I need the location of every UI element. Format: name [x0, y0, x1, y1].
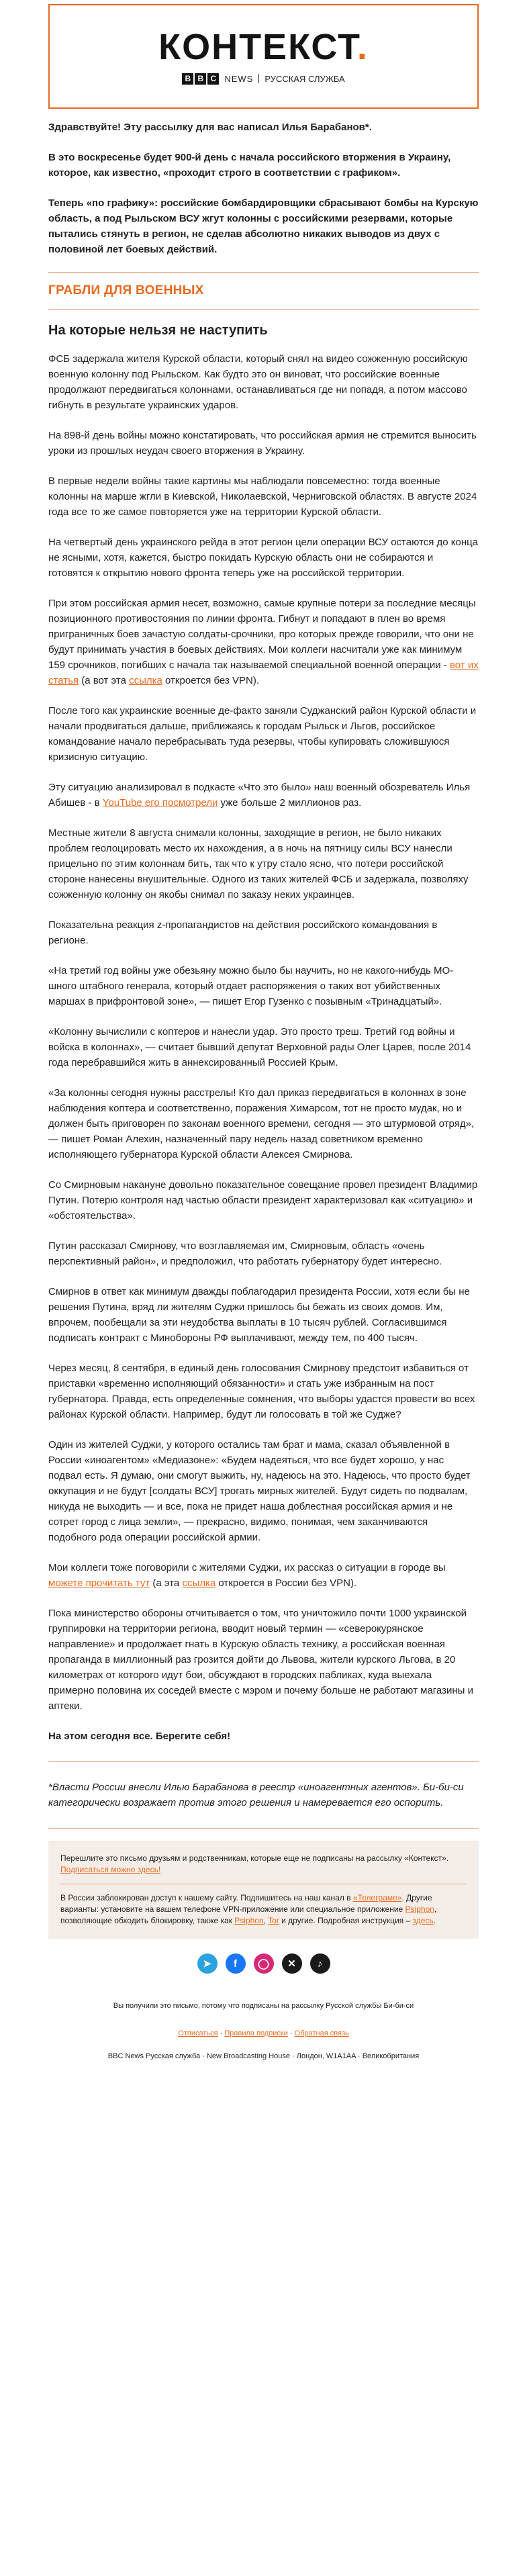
bbc-subbrand [182, 73, 344, 85]
intro-paragraph: В это воскресенье будет 900-й день с начала российского вторжения в Украину, которое, как известно, «проходит строго в соответствии с графиком». [48, 152, 451, 179]
forward-note [60, 1853, 467, 1876]
text-span: (а эта [150, 1577, 183, 1589]
quote-paragraph: «За колонны сегодня нужны расстрелы! Кто дал приказ передвигаться в колоннах в зоне наблюдения коптера и соответственно, поражения Химарсом, тот не просто мудак, но и должен быть приговорен по законам военного времени, сегодня — это штурмовой отряд», — пишет Роман Алехин, назначенный пару недель назад советником временно исполняющего губернатора Курской области Алексея Смирнова. [48, 1087, 475, 1160]
text-span: Эту ситуацию анализировал в подкасте «Что это было» наш военный обозреватель Илья Абишев - в [48, 782, 471, 809]
feedback-link[interactable]: Обратная связь [294, 2029, 349, 2037]
bbc-letter: B [195, 73, 206, 85]
body-paragraph: Через месяц, 8 сентября, в единый день голосования Смирнову предстоит избавиться от приставки «временно исполняющий обязанности» и стать уже избранным на пост губернатора. Правда, есть определенные сомнения, что выборы удастся провести во всех районах Курской области. Например, будут ли голосовать в той же Судже? [48, 1363, 475, 1420]
text-span: Перешлите это письмо друзьям и родственникам, которые еще не подписаны на рассылку «Контекст». [60, 1853, 449, 1863]
tiktok-icon[interactable]: ♪ [310, 1953, 330, 1974]
divider [258, 74, 259, 83]
telegram-link[interactable]: «Телеграме» [352, 1893, 402, 1902]
text-span: . Другие варианты: установите на вашем телефоне VPN-приложение или специальное приложение [60, 1893, 432, 1914]
kontekst-logo[interactable] [158, 26, 369, 67]
instagram-icon[interactable]: ◯ [254, 1953, 274, 1974]
newsletter-header [48, 4, 479, 109]
news-label: NEWS [224, 73, 254, 84]
tor-link[interactable]: Tor [268, 1916, 279, 1925]
body-paragraph: ФСБ задержала жителя Курской области, который снял на видео сожженную российскую военную колонну под Рыльском. Как будто это он виноват, что российские военные продолжают передвигаться колоннами, останавливаться где ни попадя, а потом массово гибнуть в результате украинских ударов. [48, 353, 468, 411]
section-label: ГРАБЛИ ДЛЯ ВОЕННЫХ [48, 283, 204, 297]
mirror-link[interactable]: ссылка [129, 675, 162, 686]
body-paragraph: На 898-й день войны можно констатировать, что российская армия не стремится выносить уроки из прошлых неудач своего вторжения в Украину. [48, 430, 477, 457]
article-link[interactable]: вот их статья [48, 659, 479, 686]
youtube-link[interactable]: YouTube его посмотрели [102, 797, 218, 809]
text-span: откроется в России без VPN). [215, 1577, 357, 1589]
text-span: Мои коллеги тоже поговорили с жителями Суджи, их рассказ о ситуации в городе вы [48, 1562, 446, 1573]
quote-paragraph: «На третий год войны уже обезьяну можно было бы научить, но не какого-нибудь МО-шного штабного генерала, который отдает распоряжения о таких вот убийственных маршах в прифронтовой зоне», — пишет Егор Гузенко с позывным «Тринадцатый». [48, 965, 454, 1007]
bbc-letter: B [182, 73, 193, 85]
body-paragraph: Смирнов в ответ как минимум дважды поблагодарил президента России, хотя если бы не решения Путина, вряд ли жителям Суджи пришлось бы бежать из своих домов. Им, впрочем, пообещали за эти неудобства выплаты в 10 тысяч рублей. Согласившимся подписать контракт с Минобороны РФ выплачивают, между тем, по 400 тысяч. [48, 1286, 470, 1344]
x-icon[interactable]: ✕ [282, 1953, 302, 1974]
text-span: откроется без VPN). [162, 675, 259, 686]
mirror-link[interactable]: ссылка [182, 1577, 216, 1589]
access-note [60, 1892, 467, 1927]
psiphon-link[interactable]: Psiphon [234, 1916, 264, 1925]
subscribe-link[interactable]: Подписаться можно здесь! [60, 1865, 161, 1874]
foreign-agent-footnote: *Власти России внесли Илью Барабанова в реестр «иноагентных агентов». Би-би-си категорически возражает против этого решения и намеревается его оспорить. [48, 1782, 464, 1808]
facebook-icon[interactable]: f [226, 1953, 246, 1974]
article-link[interactable]: можете прочитать тут [48, 1577, 150, 1589]
bbc-logo [182, 73, 219, 85]
body-paragraph: Путин рассказал Смирнову, что возглавляемая им, Смирновым, область «очень перспективный район», и предположил, что работать губернатору будет интересно. [48, 1240, 442, 1267]
info-box [48, 1841, 479, 1939]
service-label: РУССКАЯ СЛУЖБА [265, 73, 345, 84]
body-paragraph: На четвертый день украинского рейда в этот регион цели операции ВСУ остаются до конца не ясными, хотя, кажется, быстро покидать Курскую область они не собираются и готовятся к открытию нового фронта теперь уже на российской территории. [48, 537, 479, 579]
closing-line: На этом сегодня все. Берегите себя! [48, 1731, 231, 1742]
rules-link[interactable]: Правила подписки [224, 2029, 288, 2037]
footer-links: Отписаться · Правила подписки · Обратная связь [178, 2029, 349, 2037]
logo-dot: . [356, 26, 369, 67]
body-paragraph [48, 596, 479, 688]
social-links [48, 1953, 479, 1974]
body-paragraph: После того как украинские военные де-факто заняли Суджанский район Курской области и начали продвигаться дальше, приближаясь к городам Рыльск и Льгов, российское командование начало перебрасывать туда резервы, чтобы купировать сложившуюся кризисную ситуацию. [48, 705, 477, 763]
text-span: При этом российская армия несет, возможно, самые крупные потери за последние месяцы позиционного противостояния по линии фронта. Гибнут и попадают в плен во время приграничных боев зачастую солдаты-срочники, про которых прежде говорили, что они не будут принимать участия в боевых действиях. Мои коллеги насчитали уже как минимум 159 срочников, погибших с начала так называемой специальной военной операции - [48, 598, 476, 671]
intro-paragraph: Теперь «по графику»: российские бомбардировщики сбрасывают бомбы на Курскую область, а под Рыльском ВСУ жгут колонны с российскими резервами, которые пытались стянуть в регион, не сделав абсолютно никаких выводов из двух с половиной лет боевых действий. [48, 197, 479, 255]
psiphon-link[interactable]: Psiphon [405, 1904, 434, 1914]
subscription-reason: Вы получили это письмо, потому что подписаны на рассылку Русской службы Би-би-си [113, 2002, 414, 2010]
text-span: , [263, 1916, 269, 1925]
bbc-letter: C [207, 73, 219, 85]
instructions-link[interactable]: здесь [412, 1916, 434, 1925]
postal-address: BBC News Русская служба · New Broadcasting House · Лондон, W1A1AA · Великобритания [107, 2052, 420, 2060]
body-paragraph: Местные жители 8 августа снимали колонны, заходящие в регион, не было никаких проблем геолоцировать место их нахождения, а в ночь на пятницу силы ВСУ нанесли прицельно по этим колоннам бить, так что к утру стало ясно, что потери российской стороне нанесены внушительные. Одного из таких жителей ФСБ и задержала, позволяху сожженную колонну он якобы снимал по заказу неких украинцев. [48, 827, 469, 901]
text-span: уже больше 2 миллионов раз. [218, 797, 362, 809]
telegram-icon[interactable]: ➤ [197, 1953, 218, 1974]
greeting: Здравствуйте! Эту рассылку для вас написал Илья Барабанов*. [48, 122, 372, 133]
text-span: и другие. Подробная инструкция – [279, 1916, 413, 1925]
text-span: . [433, 1916, 436, 1925]
body-paragraph: Показательна реакция z-пропагандистов на действия российского командования в регионе. [48, 919, 438, 946]
text-span: В России заблокирован доступ к нашему сайту. Подпишитесь на наш канал в [60, 1893, 353, 1902]
body-paragraph [48, 780, 479, 811]
text-span: (а вот эта [79, 675, 130, 686]
body-paragraph [48, 1560, 479, 1591]
logo-text: КОНТЕКСТ [158, 26, 357, 67]
body-paragraph: В первые недели войны такие картины мы наблюдали повсеместно: тогда военные колонны на марше жгли в Киевской, Николаевской, Черниговской областях. В августе 2024 года все то же самое повторяется уже на территории Курской области. [48, 475, 477, 518]
section-title: На которые нельзя не наступить [48, 323, 268, 338]
body-paragraph: Пока министерство обороны отчитывается о том, что уничтожило почти 1000 украинской группировки на территории региона, вводит новый термин — «северокурянское направление» и продолжает гнать в Курскую область технику, а российская военная пропаганда в миллионный раз грозится дойти до Львова, жители курского Льгова, в 20 километрах от которого идут бои, обсуждают в городских пабликах, куда выехала примерно половина их соседей вместе с мэром и почему больше не работают магазины и аптеки. [48, 1608, 473, 1712]
quote-paragraph: «Колонну вычислили с коптеров и нанесли удар. Это просто треш. Третий год войны и войска в колоннах», — считает бывший депутат Верховной рады Олег Царев, после 2014 года перебравшийся жить в аннексированный Россией Крым. [48, 1026, 471, 1068]
body-paragraph: Со Смирновым накануне довольно показательное совещание провел президент Владимир Путин. Потерю контроля над частью области президент характеризовал как «ситуацию» и «обстоятельства». [48, 1179, 478, 1222]
body-paragraph: Один из жителей Суджи, у которого остались там брат и мама, сказал объявленной в России «иноагентом» «Медиазоне»: «Будем надеяться, что все будет хорошо, у нас подвал есть. Я думаю, они смогут выжить, ну, надеюсь на это. Надеюсь, что просто будет оккупация и не будут [солдаты ВСУ] трогать мирных жителей. Будут сидеть по подвалам, никуда не выходить — и все, пока не придет наша доблестная российская армия и не сотрет город с лица земли», — прекрасно, видимо, понимая, чем заканчиваются подобного рода операции российской армии. [48, 1439, 471, 1543]
text-span: , позволяющие обходить блокировку, также как [60, 1904, 437, 1925]
unsubscribe-link[interactable]: Отписаться [178, 2029, 218, 2037]
